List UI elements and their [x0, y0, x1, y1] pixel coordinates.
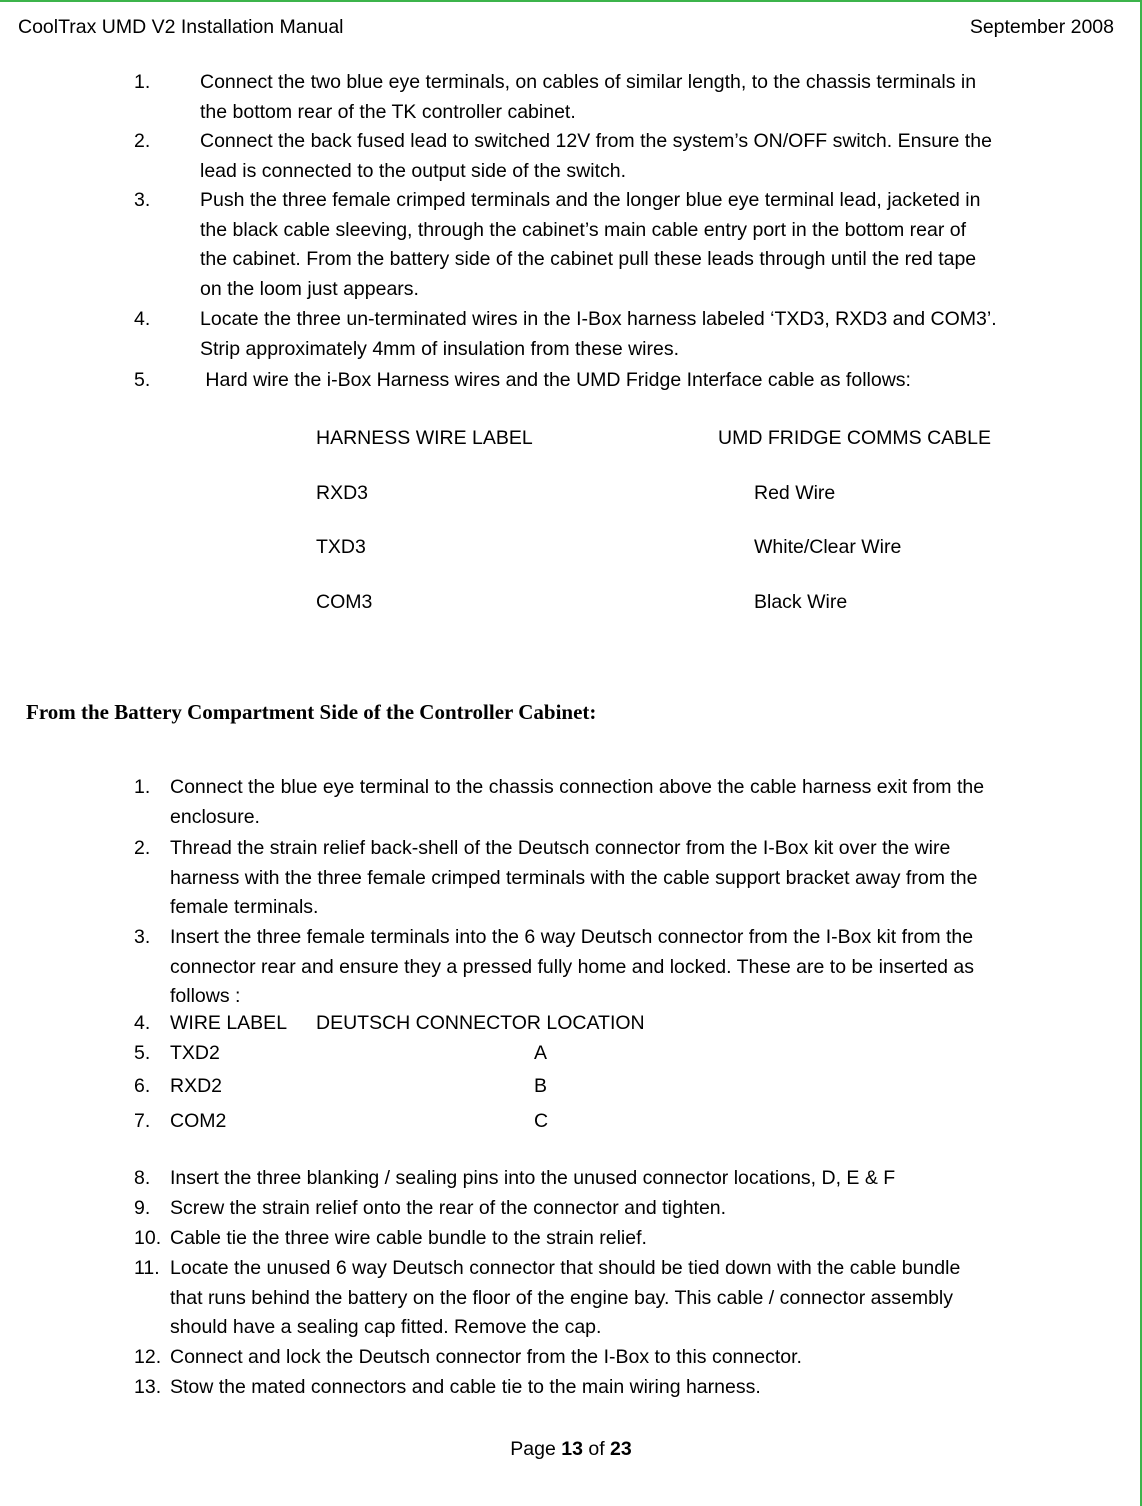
list-text-line: Connect the back fused lead to switched 12V from the system’s ON/OFF switch. Ensure the [200, 130, 992, 152]
deutsch-col2-header: DEUTSCH CONNECTOR LOCATION [316, 1012, 645, 1034]
list-text-line: the black cable sleeving, through the cabinet’s main cable entry port in the bottom rear of [200, 218, 967, 241]
deutsch-row-number: 6. [134, 1075, 151, 1097]
list-text-line: on the loom just appears. [200, 277, 419, 300]
harness-row-cable: Black Wire [754, 591, 848, 613]
list-number: 12. [134, 1346, 162, 1368]
list-text-line: Connect and lock the Deutsch connector from the I-Box to this connector. [170, 1346, 802, 1368]
harness-col2-header: UMD FRIDGE COMMS CABLE [718, 427, 992, 449]
list-text-line: Thread the strain relief back-shell of the Deutsch connector from the I-Box kit over the wire [170, 837, 951, 859]
harness-row-label: RXD3 [316, 482, 369, 504]
page-number: 13 [561, 1438, 583, 1460]
list-text-line: Connect the blue eye terminal to the chassis connection above the cable harness exit from the [170, 776, 985, 798]
section-title: From the Battery Compartment Side of the Controller Cabinet: [26, 700, 597, 724]
harness-row-label: COM3 [316, 591, 373, 613]
list-text-line: harness with the three female crimped terminals with the cable support bracket away from the [170, 866, 978, 889]
list-text-line: follows : [170, 985, 241, 1007]
deutsch-header-number: 4. [134, 1012, 151, 1034]
list-number: 2. [134, 130, 151, 152]
list-number: 11. [134, 1257, 160, 1279]
list-number: 3. [134, 926, 151, 948]
header-title: CoolTrax UMD V2 Installation Manual [18, 16, 344, 38]
list-text-line: female terminals. [170, 896, 319, 918]
deutsch-row-label: COM2 [170, 1110, 227, 1132]
list-text-line: Locate the three un-terminated wires in the I-Box harness labeled ‘TXD3, RXD3 and COM3’. [200, 308, 997, 330]
header-date: September 2008 [969, 16, 1114, 38]
page-word: Page [510, 1438, 556, 1460]
list-text-line: Stow the mated connectors and cable tie to the main wiring harness. [170, 1376, 761, 1398]
deutsch-row-location: B [534, 1075, 548, 1097]
list-number: 10. [134, 1227, 162, 1249]
page-footer [0, 1438, 1142, 1461]
list-text-line: Cable tie the three wire cable bundle to the strain relief. [170, 1227, 647, 1249]
list-number: 9. [134, 1197, 151, 1219]
list-text-line: Connect the two blue eye terminals, on cables of similar length, to the chassis terminals in [200, 71, 977, 93]
list-number: 8. [134, 1167, 151, 1189]
list-text-line: connector rear and ensure they a pressed fully home and locked. These are to be inserted as [170, 955, 974, 978]
list-number: 4. [134, 308, 151, 330]
list-text-line: Insert the three blanking / sealing pins into the unused connector locations, D, E & F [170, 1167, 896, 1189]
deutsch-row-label: TXD2 [170, 1042, 220, 1064]
list-text-line: Insert the three female terminals into the 6 way Deutsch connector from the I-Box kit from the [170, 926, 974, 948]
list-number: 5. [134, 369, 151, 391]
of-word: of [588, 1438, 605, 1460]
list-text-line: Locate the unused 6 way Deutsch connector that should be tied down with the cable bundle [170, 1257, 961, 1279]
list-text-line: Push the three female crimped terminals and the longer blue eye terminal lead, jacketed in [200, 189, 981, 211]
deutsch-row-number: 5. [134, 1042, 151, 1064]
list-text-line: should have a sealing cap fitted. Remove the cap. [170, 1316, 602, 1338]
deutsch-row-location: A [534, 1042, 548, 1064]
deutsch-row-label: RXD2 [170, 1075, 223, 1097]
list-text-line: Hard wire the i-Box Harness wires and the UMD Fridge Interface cable as follows: [200, 369, 911, 391]
page-total: 23 [610, 1438, 632, 1460]
deutsch-row-location: C [534, 1110, 549, 1132]
harness-row-cable: Red Wire [754, 482, 836, 504]
list-text-line: Strip approximately 4mm of insulation from these wires. [200, 337, 680, 360]
list-number: 1. [134, 776, 151, 798]
list-number: 2. [134, 837, 151, 859]
harness-row-label: TXD3 [316, 536, 366, 558]
list-number: 13. [134, 1376, 162, 1398]
list-text-line: enclosure. [170, 805, 260, 828]
list-text-line: that runs behind the battery on the floor of the engine bay. This cable / connector assembly [170, 1286, 954, 1309]
list-text-line: the cabinet. From the battery side of the cabinet pull these leads through until the red tape [200, 248, 977, 270]
list-text-line: lead is connected to the output side of the switch. [200, 159, 627, 182]
page-border-top [0, 0, 1142, 2]
harness-row-cable: White/Clear Wire [754, 536, 902, 558]
harness-col1-header: HARNESS WIRE LABEL [316, 427, 533, 449]
list-number: 3. [134, 189, 151, 211]
list-text-line: Screw the strain relief onto the rear of the connector and tighten. [170, 1197, 727, 1219]
deutsch-row-number: 7. [134, 1110, 151, 1132]
list-number: 1. [134, 71, 151, 93]
list-text-line: the bottom rear of the TK controller cabinet. [200, 100, 576, 123]
deutsch-col1-header: WIRE LABEL [170, 1012, 288, 1034]
